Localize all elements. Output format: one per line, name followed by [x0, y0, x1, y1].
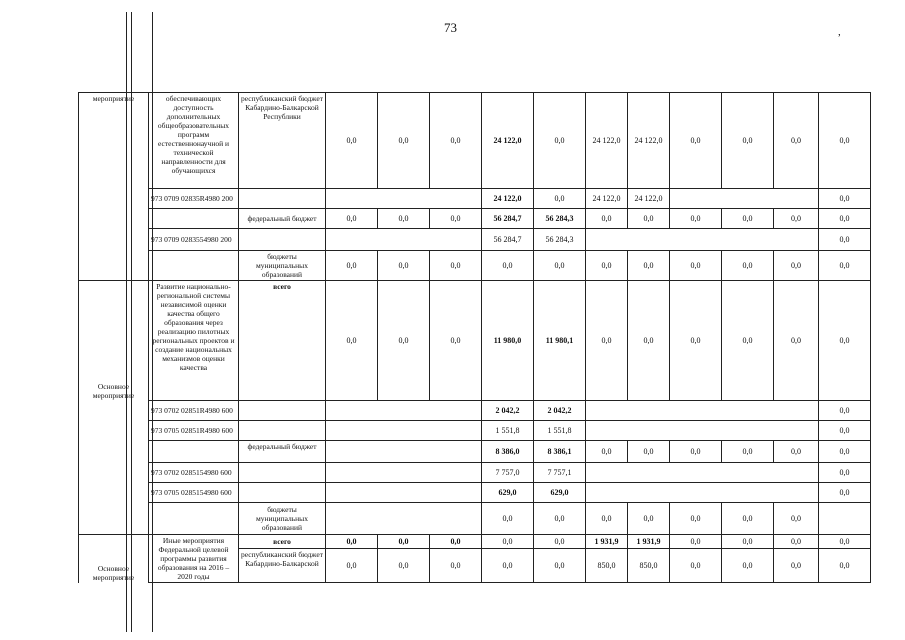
value-cell: 0,0: [482, 535, 534, 549]
value-cell: 0,0: [670, 281, 722, 401]
value-cell: 0,0: [670, 535, 722, 549]
value-cell: 0,0: [430, 251, 482, 281]
budget-code-cell: 973 0705 0285154980 600: [149, 483, 239, 503]
value-cell: [326, 503, 378, 535]
value-cell: 0,0: [819, 229, 871, 251]
value-cell: 0,0: [819, 209, 871, 229]
value-cell: 0,0: [534, 251, 586, 281]
value-cell: 0,0: [670, 251, 722, 281]
table-row: [79, 209, 871, 229]
value-cell: 0,0: [774, 209, 819, 229]
event-name-cell: Иные мероприятия Федеральной целевой программы развития образования на 2016 – 2020 годы: [149, 535, 239, 583]
value-cell: 24 122,0: [482, 189, 534, 209]
value-cell: 629,0: [482, 483, 534, 503]
event-name-cell: [149, 251, 239, 281]
value-cell: 0,0: [774, 549, 819, 583]
value-cell: 0,0: [326, 209, 378, 229]
value-cell: 0,0: [482, 503, 534, 535]
value-cell: [819, 503, 871, 535]
value-cell: [774, 189, 819, 209]
budget-code-cell: 973 0705 02851R4980 600: [149, 421, 239, 441]
event-type-cell: [79, 401, 149, 421]
value-cell: 56 284,7: [482, 209, 534, 229]
table-row: [79, 421, 871, 441]
value-cell: 56 284,3: [534, 229, 586, 251]
table-row: [79, 189, 871, 209]
value-cell: 56 284,7: [482, 229, 534, 251]
value-cell: 0,0: [774, 503, 819, 535]
value-cell: [326, 401, 378, 421]
value-cell: 8 386,1: [534, 441, 586, 463]
value-cell: [670, 229, 722, 251]
value-cell: [774, 421, 819, 441]
value-cell: 0,0: [819, 549, 871, 583]
event-type-cell: [79, 441, 149, 463]
value-cell: 0,0: [819, 93, 871, 189]
budget-code-cell: 973 0702 0285154980 600: [149, 463, 239, 483]
value-cell: 0,0: [534, 503, 586, 535]
value-cell: 0,0: [722, 209, 774, 229]
event-type-cell: [79, 251, 149, 281]
value-cell: [430, 421, 482, 441]
value-cell: 1 551,8: [482, 421, 534, 441]
value-cell: 0,0: [819, 463, 871, 483]
value-cell: [326, 463, 378, 483]
value-cell: 0,0: [628, 251, 670, 281]
value-cell: 0,0: [722, 281, 774, 401]
table-row: [79, 401, 871, 421]
value-cell: [586, 401, 628, 421]
value-cell: [326, 483, 378, 503]
value-cell: 1 551,8: [534, 421, 586, 441]
value-cell: [670, 483, 722, 503]
value-cell: 0,0: [774, 251, 819, 281]
value-cell: [774, 483, 819, 503]
value-cell: 0,0: [326, 535, 378, 549]
value-cell: 0,0: [774, 281, 819, 401]
value-cell: 0,0: [819, 421, 871, 441]
value-cell: [326, 441, 378, 463]
value-cell: 1 931,9: [586, 535, 628, 549]
value-cell: 0,0: [628, 441, 670, 463]
value-cell: 0,0: [326, 281, 378, 401]
value-cell: 0,0: [628, 209, 670, 229]
value-cell: [326, 229, 378, 251]
funding-source-cell: бюджеты муниципальных образований: [239, 503, 326, 535]
table-row: [79, 463, 871, 483]
value-cell: [378, 421, 430, 441]
value-cell: [628, 229, 670, 251]
table-row: [79, 93, 871, 189]
value-cell: [378, 483, 430, 503]
funding-source-cell: федеральный бюджет: [239, 441, 326, 463]
value-cell: 0,0: [819, 483, 871, 503]
table-row: [79, 441, 871, 463]
value-cell: 0,0: [430, 535, 482, 549]
value-cell: [628, 483, 670, 503]
funding-source-cell: [239, 421, 326, 441]
event-name-cell: Развитие национально-региональной системы независимой оценки качества общего образования через реализацию пилотных региональных проектов и создание национальных механизмов оценки качества: [149, 281, 239, 401]
value-cell: [326, 421, 378, 441]
value-cell: 0,0: [774, 441, 819, 463]
value-cell: 0,0: [774, 535, 819, 549]
value-cell: [586, 463, 628, 483]
value-cell: 0,0: [326, 549, 378, 583]
value-cell: 0,0: [670, 209, 722, 229]
value-cell: [722, 421, 774, 441]
value-cell: [378, 229, 430, 251]
table-row: [79, 251, 871, 281]
value-cell: 0,0: [670, 549, 722, 583]
funding-source-cell: [239, 483, 326, 503]
funding-source-cell: федеральный бюджет: [239, 209, 326, 229]
value-cell: 0,0: [482, 549, 534, 583]
value-cell: 0,0: [482, 251, 534, 281]
value-cell: [722, 483, 774, 503]
value-cell: 2 042,2: [482, 401, 534, 421]
value-cell: [774, 401, 819, 421]
value-cell: 0,0: [819, 535, 871, 549]
value-cell: 0,0: [722, 251, 774, 281]
event-type-cell: Основное мероприятие: [79, 281, 149, 401]
funding-source-cell: [239, 463, 326, 483]
event-type-cell: [79, 421, 149, 441]
value-cell: 0,0: [586, 441, 628, 463]
value-cell: [774, 229, 819, 251]
value-cell: 0,0: [586, 281, 628, 401]
value-cell: [378, 189, 430, 209]
value-cell: [378, 463, 430, 483]
value-cell: 0,0: [722, 549, 774, 583]
value-cell: [430, 401, 482, 421]
value-cell: [430, 441, 482, 463]
value-cell: 2 042,2: [534, 401, 586, 421]
table-row: [79, 229, 871, 251]
table-row: [79, 281, 871, 401]
value-cell: 0,0: [534, 535, 586, 549]
value-cell: 1 931,9: [628, 535, 670, 549]
value-cell: [628, 463, 670, 483]
value-cell: 24 122,0: [586, 93, 628, 189]
event-type-cell: мероприятие: [79, 93, 149, 189]
value-cell: [430, 229, 482, 251]
value-cell: 0,0: [819, 189, 871, 209]
value-cell: 0,0: [430, 209, 482, 229]
value-cell: 0,0: [378, 535, 430, 549]
table-row: [79, 483, 871, 503]
value-cell: [430, 483, 482, 503]
page-mark: ,: [838, 26, 841, 38]
value-cell: 0,0: [378, 209, 430, 229]
value-cell: 11 980,0: [482, 281, 534, 401]
value-cell: 0,0: [670, 93, 722, 189]
value-cell: 0,0: [378, 549, 430, 583]
value-cell: 0,0: [534, 189, 586, 209]
funding-source-cell: всего: [239, 281, 326, 401]
value-cell: 0,0: [430, 93, 482, 189]
value-cell: 11 980,1: [534, 281, 586, 401]
event-type-cell: [79, 209, 149, 229]
value-cell: [628, 421, 670, 441]
value-cell: 0,0: [378, 281, 430, 401]
value-cell: 24 122,0: [628, 93, 670, 189]
event-name-cell: [149, 209, 239, 229]
budget-code-cell: 973 0702 02851R4980 600: [149, 401, 239, 421]
value-cell: 0,0: [819, 251, 871, 281]
value-cell: 0,0: [628, 503, 670, 535]
value-cell: [722, 189, 774, 209]
value-cell: [670, 463, 722, 483]
event-type-cell: [79, 463, 149, 483]
value-cell: [722, 463, 774, 483]
value-cell: [378, 503, 430, 535]
value-cell: 24 122,0: [482, 93, 534, 189]
event-name-cell: [149, 503, 239, 535]
event-type-cell: [79, 483, 149, 503]
value-cell: 24 122,0: [586, 189, 628, 209]
value-cell: 0,0: [819, 281, 871, 401]
value-cell: 0,0: [430, 549, 482, 583]
value-cell: [378, 441, 430, 463]
funding-source-cell: [239, 229, 326, 251]
page-number: 73: [444, 20, 457, 35]
event-name-cell: [149, 441, 239, 463]
value-cell: 0,0: [722, 535, 774, 549]
value-cell: 0,0: [430, 281, 482, 401]
value-cell: 0,0: [378, 251, 430, 281]
value-cell: [430, 189, 482, 209]
funding-source-cell: [239, 189, 326, 209]
value-cell: 0,0: [722, 93, 774, 189]
budget-code-cell: 973 0709 0283554980 200: [149, 229, 239, 251]
value-cell: [670, 401, 722, 421]
value-cell: 0,0: [586, 251, 628, 281]
event-type-cell: [79, 229, 149, 251]
value-cell: [326, 189, 378, 209]
value-cell: [670, 189, 722, 209]
value-cell: [628, 401, 670, 421]
budget-table: [78, 92, 871, 583]
value-cell: 0,0: [326, 251, 378, 281]
table-row: [79, 535, 871, 549]
value-cell: 0,0: [586, 503, 628, 535]
funding-source-cell: республиканский бюджет Кабардино-Балкарской: [239, 549, 326, 583]
value-cell: 850,0: [628, 549, 670, 583]
value-cell: 56 284,3: [534, 209, 586, 229]
value-cell: 0,0: [378, 93, 430, 189]
value-cell: [378, 401, 430, 421]
value-cell: [586, 421, 628, 441]
funding-source-cell: всего: [239, 535, 326, 549]
value-cell: [586, 229, 628, 251]
event-type-cell: [79, 189, 149, 209]
value-cell: 0,0: [722, 503, 774, 535]
value-cell: 850,0: [586, 549, 628, 583]
value-cell: [586, 483, 628, 503]
event-type-cell: [79, 503, 149, 535]
value-cell: 0,0: [819, 401, 871, 421]
value-cell: [430, 463, 482, 483]
value-cell: 0,0: [586, 209, 628, 229]
value-cell: 0,0: [534, 93, 586, 189]
event-name-cell: обеспечивающих доступность дополнительных общеобразовательных программ естественнонаучной и технической направленности для обучающихся: [149, 93, 239, 189]
value-cell: 0,0: [774, 93, 819, 189]
value-cell: [722, 229, 774, 251]
funding-source-cell: бюджеты муниципальных образований: [239, 251, 326, 281]
value-cell: 0,0: [722, 441, 774, 463]
value-cell: 0,0: [326, 93, 378, 189]
value-cell: 0,0: [670, 503, 722, 535]
table-row: [79, 503, 871, 535]
funding-source-cell: республиканский бюджет Кабардино-Балкарской Республики: [239, 93, 326, 189]
value-cell: 0,0: [819, 441, 871, 463]
value-cell: [722, 401, 774, 421]
funding-source-cell: [239, 401, 326, 421]
value-cell: 8 386,0: [482, 441, 534, 463]
value-cell: 0,0: [534, 549, 586, 583]
value-cell: 629,0: [534, 483, 586, 503]
event-type-cell: Основное мероприятие: [79, 535, 149, 583]
value-cell: 7 757,0: [482, 463, 534, 483]
value-cell: [670, 421, 722, 441]
value-cell: [430, 503, 482, 535]
value-cell: 24 122,0: [628, 189, 670, 209]
value-cell: 7 757,1: [534, 463, 586, 483]
value-cell: 0,0: [670, 441, 722, 463]
budget-code-cell: 973 0709 02835R4980 200: [149, 189, 239, 209]
value-cell: [774, 463, 819, 483]
value-cell: 0,0: [628, 281, 670, 401]
